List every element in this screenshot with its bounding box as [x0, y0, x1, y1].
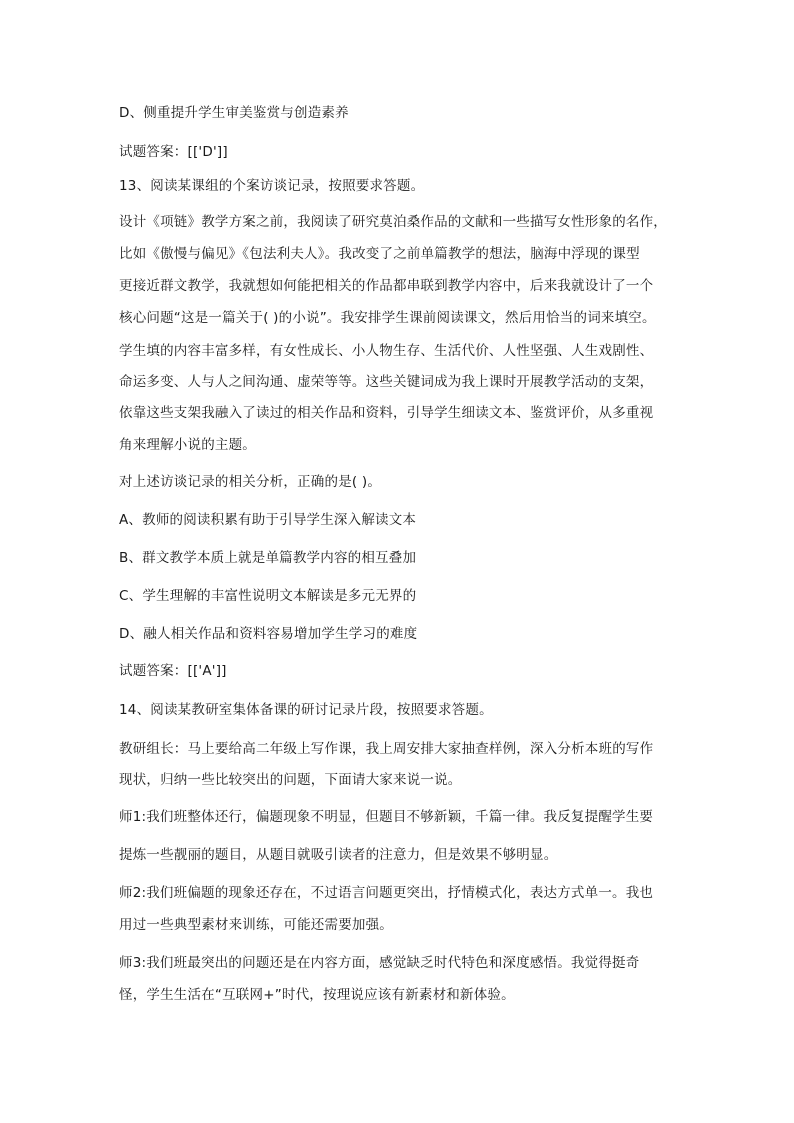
q14-teacher3-line-1: 师3:我们班最突出的问题还是在内容方面，感觉缺乏时代特色和深度感悟。我觉得挺奇	[119, 955, 640, 971]
q13-option-a: A、教师的阅读积累有助于引导学生深入解读文本	[119, 512, 417, 528]
q12-answer: 试题答案：[['D']]	[119, 144, 228, 160]
q13-passage-2-line-3: 依靠这些支架我融入了读过的相关作品和资料，引导学生细读文本、鉴赏评价，从多重视	[119, 405, 654, 421]
q13-option-b: B、群文教学本质上就是单篇教学内容的相互叠加	[119, 550, 417, 566]
q13-passage-1-line-4: 核心问题“这是一篇关于( )的小说”。我安排学生课前阅读课文，然后用恰当的词来填空。	[119, 310, 656, 326]
q14-teacher1-line-2: 提炼一些靓丽的题目，从题目就吸引读者的注意力，但是效果不够明显。	[119, 847, 558, 863]
q14-stem: 14、阅读某教研室集体备课的研讨记录片段，按照要求答题。	[119, 702, 493, 718]
q13-passage-2-line-4: 角来理解小说的主题。	[119, 437, 256, 453]
q13-question: 对上述访谈记录的相关分析，正确的是( )。	[119, 474, 382, 490]
q13-stem: 13、阅读某课组的个案访谈记录，按照要求答题。	[119, 178, 425, 194]
q14-leader-line-1: 教研组长：马上要给高二年级上写作课，我上周安排大家抽查样例，深入分析本班的写作	[119, 741, 654, 757]
q12-option-d: D、侧重提升学生审美鉴赏与创造素养	[119, 105, 349, 121]
q13-option-c: C、学生理解的丰富性说明文本解读是多元无界的	[119, 588, 417, 604]
q14-teacher3-line-2: 怪，学生生活在“互联网+”时代，按理说应该有新素材和新体验。	[119, 987, 515, 1003]
q13-passage-2-line-2: 命运多变、人与人之间沟通、虚荣等等。这些关键词成为我上课时开展教学活动的支架，	[119, 374, 654, 390]
q14-leader-line-2: 现状，归纳一些比较突出的问题，下面请大家来说一说。	[119, 772, 462, 788]
q13-passage-1-line-1: 设计《项链》教学方案之前，我阅读了研究莫泊桑作品的文献和一些描写女性形象的名作，	[119, 214, 667, 230]
q13-passage-1-line-2: 比如《傲慢与偏见》《包法利夫人》。我改变了之前单篇教学的想法，脑海中浮现的课型	[119, 246, 640, 262]
q14-teacher1-line-1: 师1:我们班整体还行，偏题现象不明显，但题目不够新颖，千篇一律。我反复提醒学生要	[119, 809, 654, 825]
q13-passage-1-line-3: 更接近群文教学，我就想如何能把相关的作品都串联到教学内容中，后来我就设计了一个	[119, 278, 654, 294]
q14-teacher2-line-1: 师2:我们班偏题的现象还存在，不过语言问题更突出，抒情模式化，表达方式单一。我也	[119, 885, 654, 901]
q13-option-d: D、融人相关作品和资料容易增加学生学习的难度	[119, 626, 418, 642]
q14-teacher2-line-2: 用过一些典型素材来训练，可能还需要加强。	[119, 917, 393, 933]
q13-passage-2-line-1: 学生填的内容丰富多样，有女性成长、小人物生存、生活代价、人性坚强、人生戏剧性、	[119, 343, 654, 359]
q13-answer: 试题答案：[['A']]	[119, 663, 227, 679]
